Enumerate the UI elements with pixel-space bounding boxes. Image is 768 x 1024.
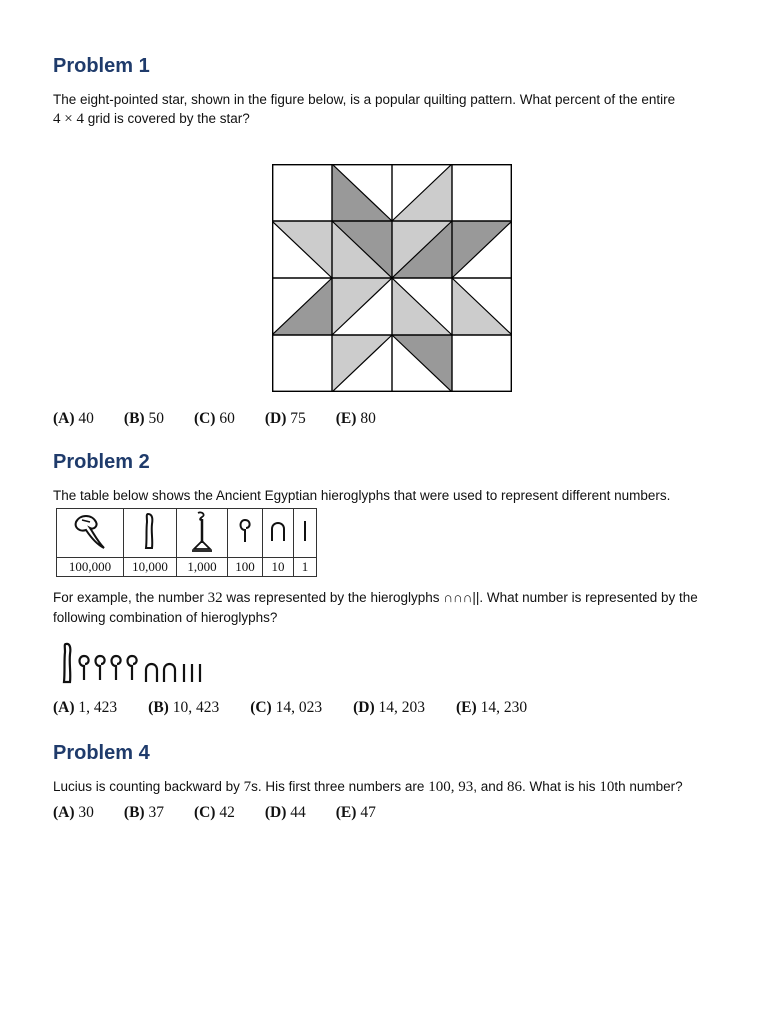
problem-4-text bbox=[53, 777, 748, 797]
problem-1-text-a: The eight-pointed star, shown in the figure below, is a popular quilting pattern. What percent of the entire bbox=[53, 92, 676, 107]
problem-1-choice-e[interactable]: (E) 80 bbox=[335, 410, 376, 427]
lotus-glyph-icon bbox=[177, 509, 228, 558]
table-value-cell: 10,000 bbox=[124, 558, 177, 577]
problem-1-heading: Problem 1 bbox=[53, 55, 150, 77]
tadpole-glyph-icon bbox=[57, 509, 124, 558]
table-value-cell: 1,000 bbox=[177, 558, 228, 577]
problem-2-example-b: was represented by the hieroglyphs bbox=[226, 590, 440, 605]
hieroglyph-table bbox=[56, 508, 317, 577]
problem-1-choice-b[interactable]: (B) 50 bbox=[123, 410, 164, 427]
table-value-cell: 100 bbox=[228, 558, 263, 577]
problem-4-sep-and: , and bbox=[473, 779, 504, 794]
heel-bone-glyph-icon bbox=[263, 509, 294, 558]
problem-4-text-d: th number? bbox=[614, 779, 683, 794]
problem-4-choice-e[interactable]: (E) 47 bbox=[335, 804, 376, 821]
quilt-star-figure bbox=[272, 164, 512, 392]
problem-4-text-c: . What is his bbox=[522, 779, 596, 794]
problem-4-heading: Problem 4 bbox=[53, 742, 150, 764]
problem-2-example-number: 32 bbox=[207, 590, 223, 606]
problem-4-choice-c[interactable]: (C) 42 bbox=[193, 804, 235, 821]
problem-4-first: 100 bbox=[428, 779, 451, 795]
problem-2-intro: The table below shows the Ancient Egyptian hieroglyphs that were used to represent different numbers. bbox=[53, 488, 671, 503]
problem-4-tenth: 10 bbox=[599, 779, 615, 795]
problem-2-choice-a[interactable]: (A) 1, 423 bbox=[53, 699, 118, 716]
problem-2-heading: Problem 2 bbox=[53, 451, 150, 473]
problem-2-example-a: For example, the number bbox=[53, 590, 204, 605]
problem-4-text-a: Lucius is counting backward by bbox=[53, 779, 240, 794]
coil-glyph-icon bbox=[228, 509, 263, 558]
problem-1-text-b: grid is covered by the star? bbox=[87, 111, 250, 126]
problem-2-example-c: . What number is represented by the following combination of hieroglyphs? bbox=[53, 590, 698, 625]
problem-2-choice-c[interactable]: (C) 14, 023 bbox=[250, 699, 323, 716]
quilt-grid bbox=[272, 164, 512, 392]
finger-glyph-icon bbox=[124, 509, 177, 558]
problem-4-choice-a[interactable]: (A) 30 bbox=[53, 804, 94, 821]
hieroglyph-combination-figure bbox=[60, 638, 220, 688]
problem-1-choice-a[interactable]: (A) 40 bbox=[53, 410, 94, 427]
stroke-glyph-icon bbox=[294, 509, 317, 558]
problem-1-choice-c[interactable]: (C) 60 bbox=[193, 410, 235, 427]
problem-1-grid-size: 4 × 4 bbox=[53, 111, 84, 127]
problem-4-choices bbox=[53, 804, 406, 822]
problem-2-choice-e[interactable]: (E) 14, 230 bbox=[456, 699, 528, 716]
problem-2-example-glyphs: ∩∩∩|| bbox=[443, 590, 480, 605]
table-value-cell: 10 bbox=[263, 558, 294, 577]
problem-1-choices bbox=[53, 410, 406, 428]
problem-4-choice-b[interactable]: (B) 37 bbox=[123, 804, 164, 821]
problem-4-step: 7 bbox=[243, 779, 252, 795]
problem-4-third: 86 bbox=[507, 779, 523, 795]
problem-4-sep: , bbox=[450, 779, 455, 795]
problem-1-text bbox=[53, 90, 728, 129]
table-value-cell: 1 bbox=[294, 558, 317, 577]
problem-2-choice-b[interactable]: (B) 10, 423 bbox=[148, 699, 220, 716]
problem-2-question bbox=[53, 588, 720, 627]
table-value-cell: 100,000 bbox=[57, 558, 124, 577]
problem-4-choice-d[interactable]: (D) 44 bbox=[264, 804, 306, 821]
problem-4-second: 93 bbox=[458, 779, 474, 795]
problem-2-choice-d[interactable]: (D) 14, 203 bbox=[353, 699, 426, 716]
problem-1-choice-d[interactable]: (D) 75 bbox=[264, 410, 306, 427]
problem-2-choices bbox=[53, 699, 557, 717]
problem-4-text-b: s. His first three numbers are bbox=[251, 779, 425, 794]
